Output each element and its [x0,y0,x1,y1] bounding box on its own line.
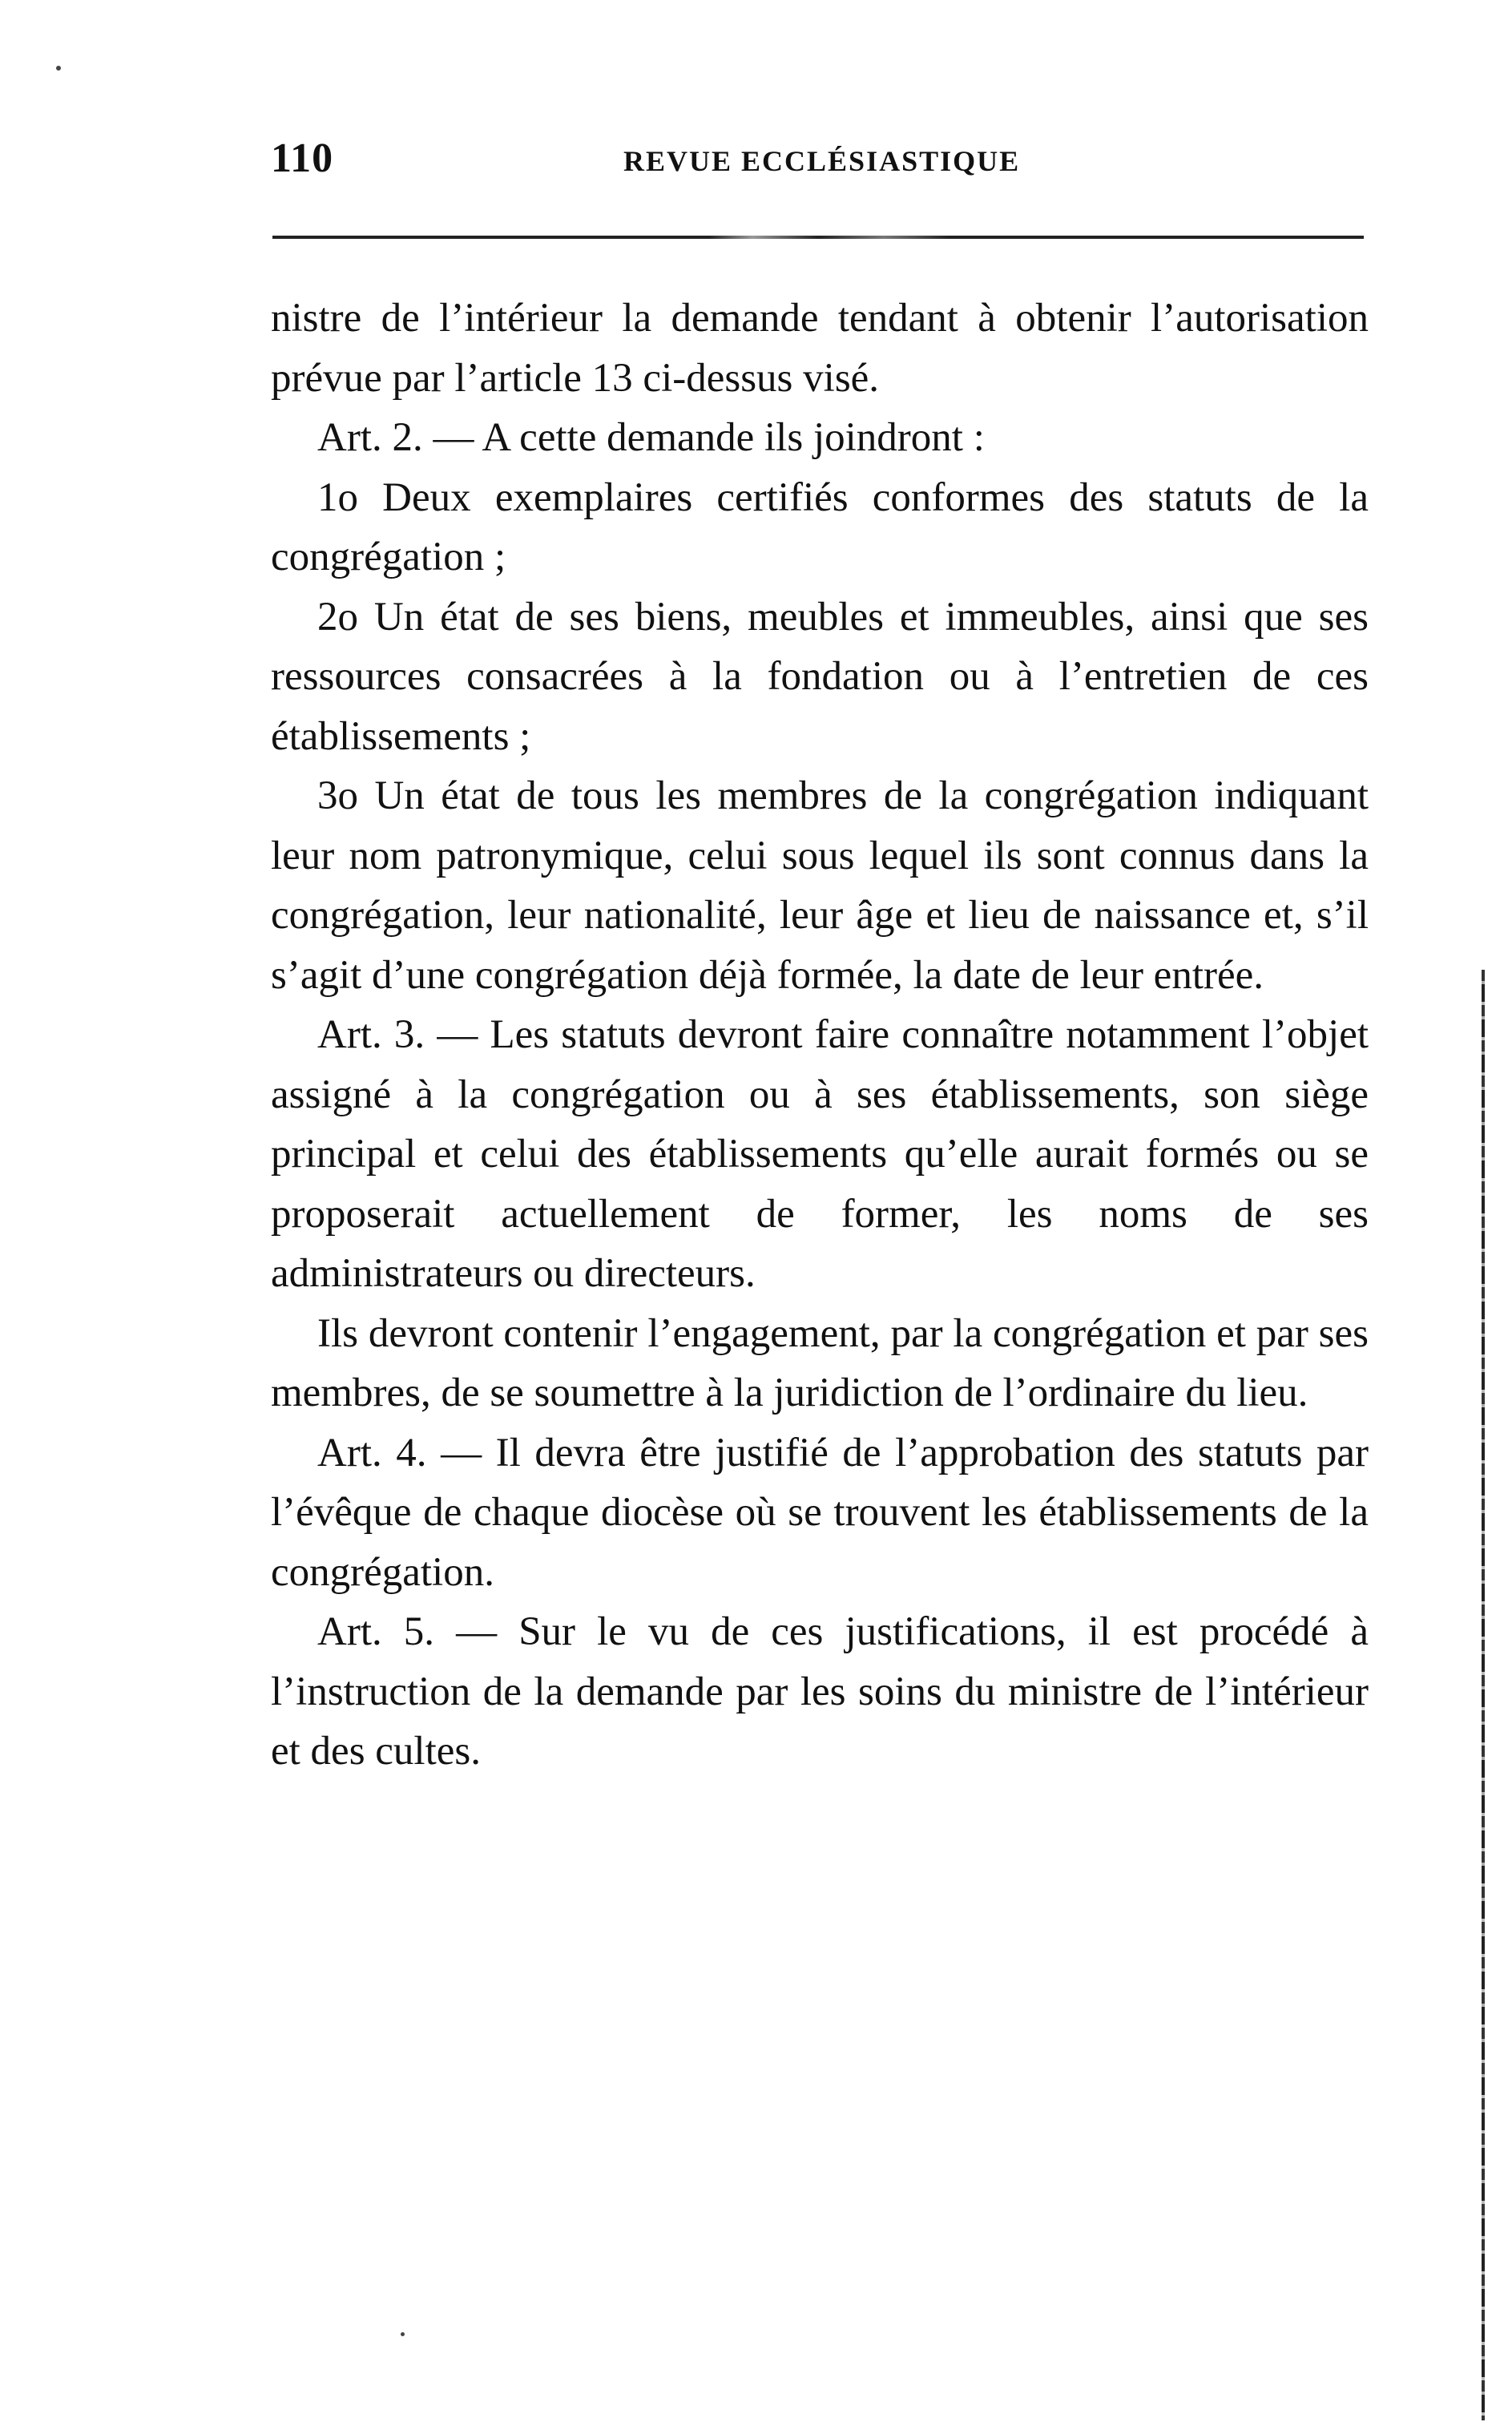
journal-title: REVUE ECCLÉSIASTIQUE [623,145,1021,177]
paragraph-item-2: 2o Un état de ses biens, meubles et immeubles, ainsi que ses ressources consacrées à la fondation ou à l’entretien de ces établissements ; [271,594,1369,759]
paragraph-item-1: 1o Deux exemplaires certifiés conformes des statuts de la congrégation ; [271,474,1369,579]
scan-edge-mark [1482,970,1485,2420]
paragraph-article-4: Art. 4. — Il devra être justifié de l’approbation des statuts par l’évêque de chaque diocèse où se trouvent les établissements de la congrégation. [271,1430,1369,1595]
page-number: 110 [271,135,334,181]
paragraph-article-2: Art. 2. — A cette demande ils joindront : [317,415,985,460]
paragraph-continuation: nistre de l’intérieur la demande tendant à obtenir l’autorisation prévue par l’article 13 ci-dessus visé. [271,296,1369,401]
paragraph-article-3: Art. 3. — Les statuts devront faire connaître notamment l’objet assigné à la congrégation ou à ses établissements, son siège principal et celui des établissements qu’elle aurait formés ou se proposerait actuellement de former, les noms de ses administrateurs ou directeurs. [271,1012,1369,1296]
body-text [271,289,1369,1782]
paragraph-article-5: Art. 5. — Sur le vu de ces justifications, il est procédé à l’instruction de la demande par les soins du ministre de l’intérieur et des cultes. [271,1609,1369,1774]
running-head [271,135,1369,199]
header-rule [272,236,1364,239]
paragraph-engagement: Ils devront contenir l’engagement, par la congrégation et par ses membres, de se soumettre à la juridiction de l’ordinaire du lieu. [271,1310,1369,1415]
paragraph-item-3: 3o Un état de tous les membres de la congrégation indiquant leur nom patronymique, celui sous lequel ils sont connus dans la congrégation, leur nationalité, leur âge et lieu de naissance et, s’il s’agit d’une congrégation déjà formée, la date de leur entrée. [271,773,1369,998]
scan-speck [401,2332,405,2336]
scan-speck [56,66,61,71]
